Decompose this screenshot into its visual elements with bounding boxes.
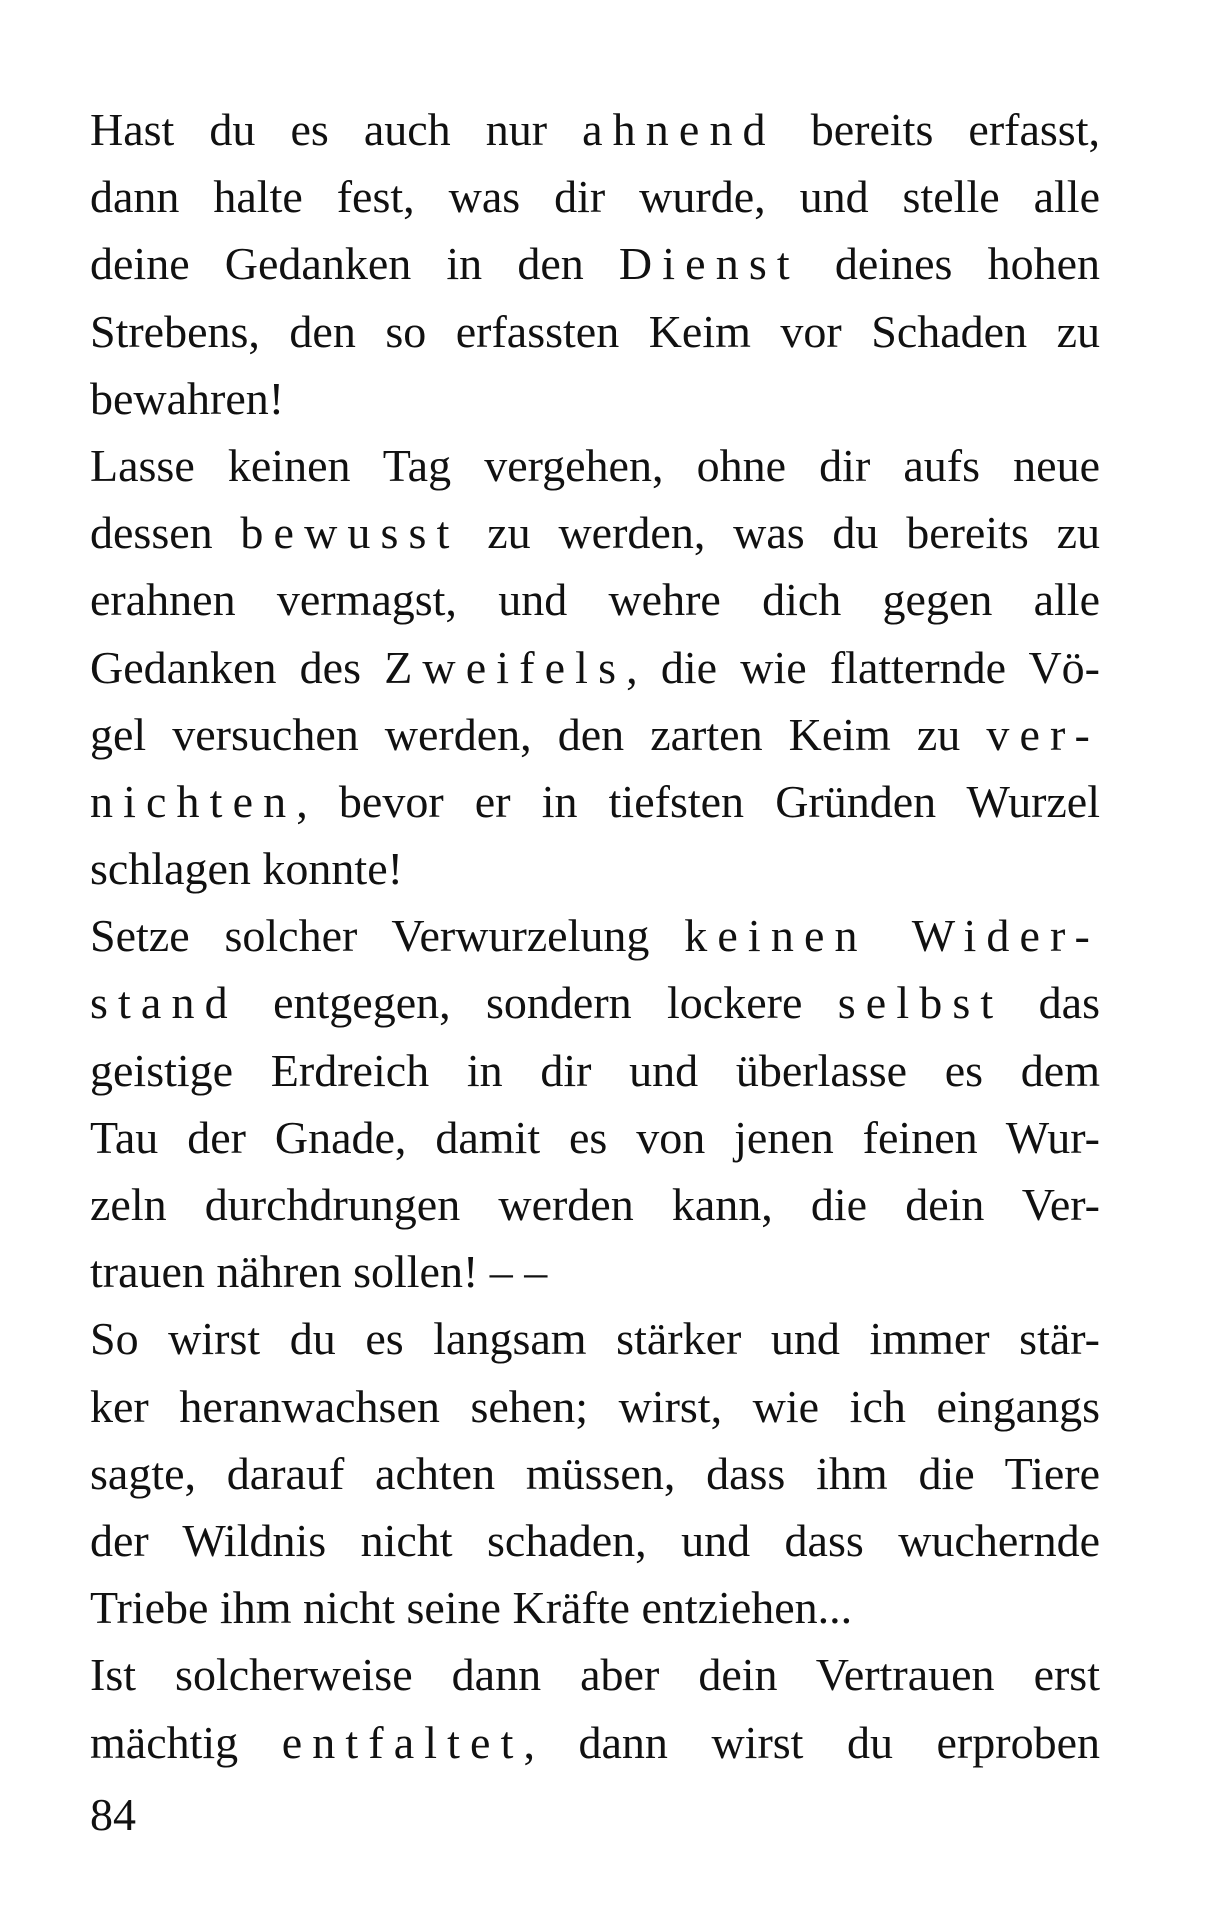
spaced-emphasis-text: stand <box>90 977 238 1029</box>
text-segment: zu werden, was du bereits zu <box>459 507 1100 559</box>
text-segment: der Wildnis nicht schaden, und dass wuchernde <box>90 1514 1100 1566</box>
text-line <box>90 1373 1100 1440</box>
text-segment: bewahren! <box>90 372 285 424</box>
text-segment: Gedanken des <box>90 641 385 693</box>
text-line <box>90 1104 1100 1171</box>
text-line <box>90 1507 1100 1574</box>
text-segment: Ist solcherweise dann aber dein Vertrauen erst <box>90 1649 1100 1701</box>
spaced-emphasis-text: bewusst <box>240 507 460 559</box>
text-line <box>90 499 1100 566</box>
text-line <box>90 1641 1100 1708</box>
text-segment: zeln durchdrungen werden kann, die dein Ver- <box>90 1179 1100 1230</box>
text-segment: deine Gedanken in den <box>90 238 619 290</box>
text-line <box>90 1037 1100 1104</box>
text-line <box>90 230 1100 297</box>
text-line <box>90 1574 1100 1641</box>
text-line <box>90 96 1100 163</box>
text-segment: erahnen vermagst, und wehre dich gegen alle <box>90 574 1100 626</box>
text-line <box>90 1305 1100 1372</box>
spaced-emphasis-text: Zweifels <box>384 641 627 693</box>
text-segment: Tau der Gnade, damit es von jenen feinen Wur- <box>90 1111 1100 1163</box>
text-line <box>90 298 1100 365</box>
text-segment: gel versuchen werden, den zarten Keim zu <box>90 708 987 760</box>
text-segment: geistige Erdreich in dir und überlasse es dem <box>90 1044 1100 1096</box>
text-line <box>90 163 1100 230</box>
page-number: 84 <box>90 1789 136 1840</box>
text-segment: Strebens, den so erfassten Keim vor Schaden zu <box>90 305 1100 357</box>
spaced-emphasis-text: Dienst <box>618 238 800 290</box>
text-line <box>90 1238 1100 1305</box>
text-line <box>90 835 1100 902</box>
spaced-emphasis-text: selbst <box>837 977 1004 1029</box>
text-segment: bereits erfasst, <box>775 104 1100 155</box>
spaced-emphasis-text: keinen Wider- <box>684 910 1100 962</box>
text-line <box>90 365 1100 432</box>
text-line <box>90 969 1100 1036</box>
spaced-emphasis-text: ver- <box>986 708 1100 760</box>
text-line <box>90 1171 1100 1238</box>
text-segment: Lasse keinen Tag vergehen, ohne dir aufs neue <box>90 439 1100 491</box>
text-line <box>90 1440 1100 1507</box>
text-line <box>90 768 1100 835</box>
text-segment: mächtig <box>90 1716 282 1768</box>
text-line <box>90 634 1100 701</box>
text-segment: schlagen konnte! <box>90 843 403 895</box>
body-text <box>90 96 1100 1776</box>
text-line <box>90 566 1100 633</box>
text-segment: trauen nähren sollen! – – <box>90 1246 548 1298</box>
text-segment: , dann wirst du erproben <box>523 1716 1100 1768</box>
text-line <box>90 1709 1100 1776</box>
text-segment: das <box>1003 977 1100 1029</box>
text-segment: ker heranwachsen sehen; wirst, wie ich eingangs <box>90 1380 1100 1432</box>
text-line <box>90 432 1100 499</box>
text-line <box>90 902 1100 969</box>
text-segment: sagte, darauf achten müssen, dass ihm die Tiere <box>90 1447 1100 1499</box>
spaced-emphasis-text: nichten <box>90 775 297 827</box>
text-line <box>90 701 1100 768</box>
text-segment: entgegen, sondern lockere <box>237 977 838 1029</box>
text-segment: Setze solcher Verwurzelung <box>90 910 685 962</box>
text-segment: , die wie flatternde Vö- <box>626 641 1100 693</box>
spaced-emphasis-text: entfaltet <box>281 1716 524 1768</box>
text-segment: Hast du es auch nur <box>90 104 583 155</box>
text-segment: So wirst du es langsam stärker und immer stär- <box>90 1313 1100 1365</box>
text-segment: deines hohen <box>799 238 1100 290</box>
text-segment: , bevor er in tiefsten Gründen Wurzel <box>296 775 1100 827</box>
spaced-emphasis-text: ahnend <box>582 104 776 155</box>
text-segment: dann halte fest, was dir wurde, und stelle alle <box>90 171 1100 223</box>
text-segment: dessen <box>90 507 241 559</box>
text-segment: Triebe ihm nicht seine Kräfte entziehen... <box>90 1582 853 1634</box>
